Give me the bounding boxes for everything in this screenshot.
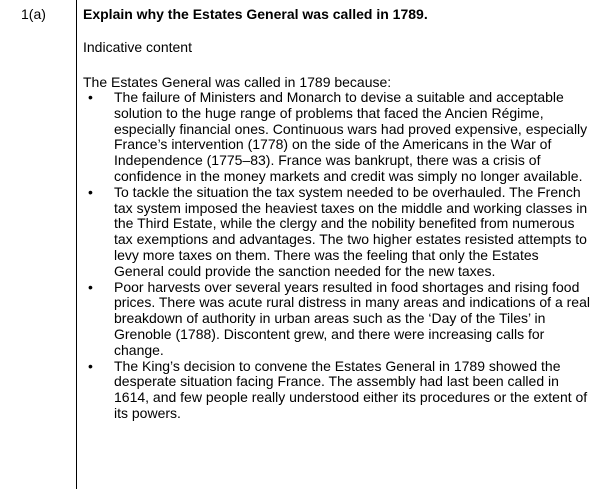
list-item-text: To tackle the situation the tax system needed to be overhauled. The French tax system imposed the heaviest taxes on the middle and working classes in the Third Estate, while the clergy and the nobility benefited from numerous tax exemptions and advantages. The two higher estates resisted attempts to levy more taxes on them. There was the feeling that only the Estates General could provide the sanction needed for the new taxes. bbox=[114, 183, 588, 279]
list-item bbox=[83, 90, 591, 185]
indicative-content-label: Indicative content bbox=[83, 39, 192, 55]
answer-content bbox=[83, 6, 591, 422]
list-item-text: The King’s decision to convene the Estates General in 1789 showed the desperate situation facing France. The assembly had last been called in 1614, and few people really understood either its procedures or the extent of its powers. bbox=[114, 357, 588, 421]
question-title: Explain why the Estates General was called in 1789. bbox=[83, 6, 428, 22]
list-item bbox=[83, 185, 591, 280]
bullet-icon: • bbox=[88, 183, 93, 200]
list-item bbox=[83, 359, 591, 422]
bullet-list bbox=[83, 90, 591, 422]
question-number: 1(a) bbox=[21, 6, 46, 22]
list-item-text: The failure of Ministers and Monarch to devise a suitable and acceptable solution to the huge range of problems that faced the Ancien Régime, especially financial ones. Continuous wars had proved expensive, especially France’s intervention (1778) on the side of the Americans in the War of Independence (1775–83). France was bankrupt, there was a crisis of confidence in the money markets and credit was simply no longer available. bbox=[114, 89, 588, 184]
column-divider bbox=[76, 0, 77, 489]
list-item bbox=[83, 280, 591, 359]
bullet-icon: • bbox=[88, 278, 93, 295]
intro-text: The Estates General was called in 1789 because: bbox=[83, 74, 392, 90]
bullet-icon: • bbox=[88, 89, 93, 105]
list-item-text: Poor harvests over several years resulted in food shortages and rising food prices. There was acute rural distress in many areas and indications of a real breakdown of authority in urban areas such as the ‘Day of the Tiles’ in Grenoble (1788). Discontent grew, and there were increasing calls for change. bbox=[114, 278, 590, 358]
bullet-icon: • bbox=[88, 357, 93, 374]
